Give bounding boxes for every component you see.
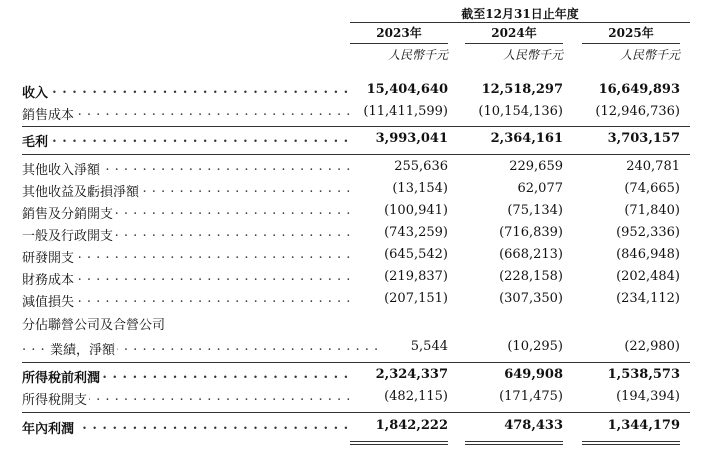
row-label: 財務成本 . . . (22, 269, 352, 288)
column-unit-2024: 人民幣千元 (465, 43, 563, 63)
double-rule-2024 (465, 441, 563, 445)
row-value-2024: 12,518,297 (481, 82, 563, 97)
table-row-other-income (22, 159, 690, 181)
row-value-2024: 649,908 (504, 367, 563, 382)
row-value-2024: (75,134) (507, 203, 563, 218)
row-label: 業績，淨額 . . . (22, 339, 380, 358)
table-row-revenue (22, 82, 690, 104)
section-rule (22, 362, 690, 363)
table-row-share-of-associates (22, 314, 690, 336)
period-header: 截至12月31日止年度 (461, 7, 579, 21)
row-label: 所得稅前利潤 . . . (22, 367, 352, 386)
row-value-2023: (219,837) (384, 269, 448, 284)
row-value-2023: 5,544 (410, 339, 448, 354)
column-year-2024: 2024年 (491, 26, 537, 40)
table-row-research-development (22, 247, 690, 269)
row-value-2025: 1,344,179 (607, 418, 680, 433)
table-row-other-gains-losses (22, 181, 690, 203)
column-unit-2023: 人民幣千元 (350, 43, 448, 63)
double-rule-2023 (350, 441, 448, 445)
row-value-2025: 1,538,573 (607, 367, 680, 382)
row-value-2025: (952,336) (616, 225, 680, 240)
row-value-2025: (22,980) (624, 339, 680, 354)
column-year-2025: 2025年 (608, 26, 654, 40)
table-row-profit-for-year (22, 418, 690, 440)
row-value-2024: (228,158) (499, 269, 563, 284)
table-row-share-of-results-net (22, 339, 690, 361)
row-value-2023: 255,636 (394, 159, 448, 174)
row-value-2025: (74,665) (624, 181, 680, 196)
section-rule (22, 154, 690, 155)
row-value-2025: (71,840) (624, 203, 680, 218)
row-value-2023: (207,151) (384, 291, 448, 306)
row-value-2025: (234,112) (616, 291, 680, 306)
table-row-general-admin (22, 225, 690, 247)
row-label: 收入 . . . (22, 82, 352, 101)
row-value-2024: (716,839) (499, 225, 563, 240)
row-value-2025: 16,649,893 (598, 82, 680, 97)
row-value-2024: 478,433 (504, 418, 563, 433)
row-value-2024: 62,077 (517, 181, 563, 196)
row-value-2023: (482,115) (384, 389, 448, 404)
row-value-2023: (743,259) (384, 225, 448, 240)
row-value-2023: (13,154) (392, 181, 448, 196)
period-rule (350, 22, 690, 23)
table-row-cost-of-sales (22, 104, 690, 126)
section-rule (22, 412, 690, 413)
row-label: 一般及行政開支 . . . (22, 225, 352, 244)
row-value-2024: (10,154,136) (478, 104, 563, 119)
table-row-gross-profit (22, 131, 690, 153)
row-value-2023: 1,842,222 (375, 418, 448, 433)
table-row-impairment-losses (22, 291, 690, 313)
section-rule (22, 126, 690, 127)
row-value-2023: (645,542) (384, 247, 448, 262)
table-row-profit-before-tax (22, 367, 690, 389)
row-value-2024: (307,350) (499, 291, 563, 306)
row-value-2025: (202,484) (616, 269, 680, 284)
row-value-2023: 3,993,041 (375, 131, 448, 146)
row-label: 研發開支 . . . (22, 247, 352, 266)
row-value-2024: (10,295) (507, 339, 563, 354)
row-label: 年內利潤 . . . (22, 418, 352, 437)
row-value-2025: 240,781 (626, 159, 680, 174)
row-value-2024: 2,364,161 (490, 131, 563, 146)
row-label: 分佔聯營公司及合營公司 (22, 318, 166, 333)
row-value-2023: (100,941) (384, 203, 448, 218)
row-label: 銷售成本 . . . (22, 104, 352, 123)
row-value-2024: (171,475) (499, 389, 563, 404)
row-label: 毛利 . . . (22, 131, 352, 150)
column-unit-2025: 人民幣千元 (582, 43, 680, 63)
row-label: 其他收入淨額 . . . (22, 159, 352, 178)
row-label: 所得稅開支 . . . (22, 389, 352, 408)
table-row-income-tax (22, 389, 690, 411)
table-row-selling-distribution (22, 203, 690, 225)
row-value-2025: (194,394) (616, 389, 680, 404)
row-value-2025: 3,703,157 (607, 131, 680, 146)
row-value-2023: 2,324,337 (375, 367, 448, 382)
row-label: 其他收益及虧損淨額 . . . (22, 181, 352, 200)
column-year-2023: 2023年 (376, 26, 422, 40)
row-value-2025: (846,948) (616, 247, 680, 262)
row-value-2024: 229,659 (509, 159, 563, 174)
row-value-2023: 15,404,640 (366, 82, 448, 97)
table-row-finance-costs (22, 269, 690, 291)
row-label: 銷售及分銷開支 . . . (22, 203, 352, 222)
double-rule-2025 (582, 441, 680, 445)
row-value-2024: (668,213) (499, 247, 563, 262)
row-value-2025: (12,946,736) (595, 104, 680, 119)
row-value-2023: (11,411,599) (363, 104, 448, 119)
row-label: 減值損失 . . . (22, 291, 352, 310)
